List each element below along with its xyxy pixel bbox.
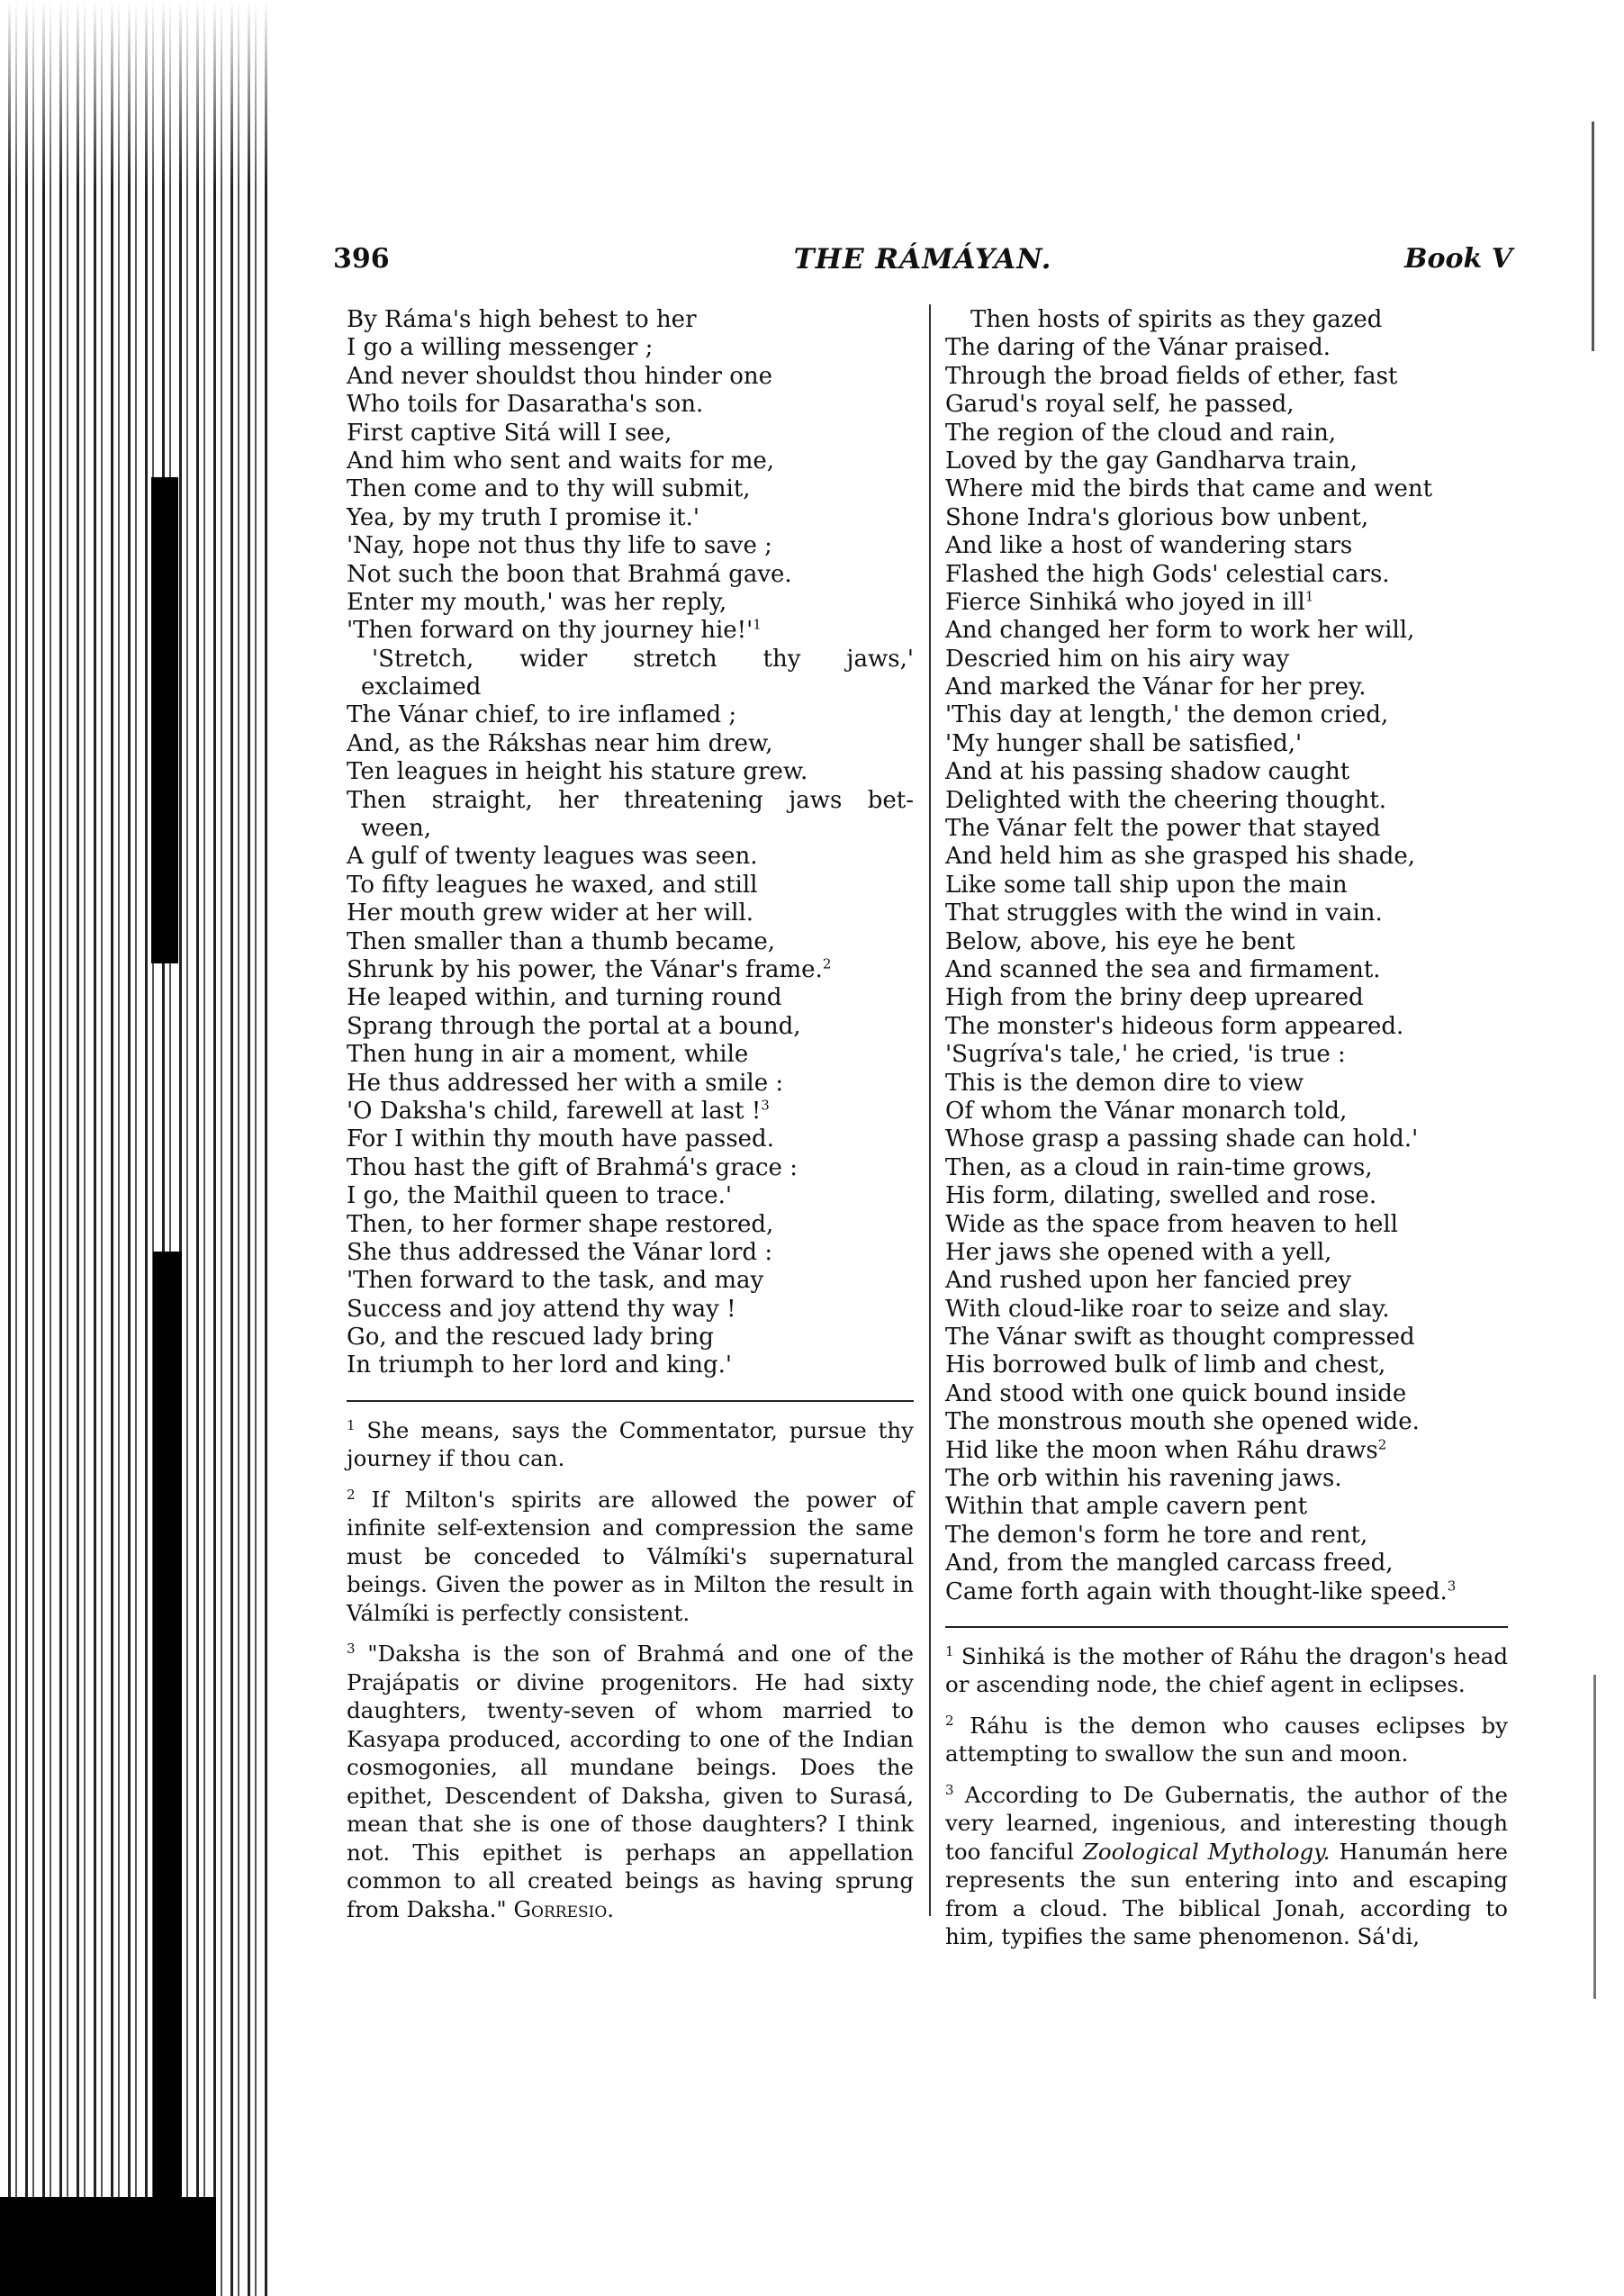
verse-line: Then hung in air a moment, while (347, 1041, 749, 1069)
verse-line: This is the demon dire to view (945, 1069, 1304, 1097)
running-header (333, 243, 1512, 279)
verse-line: The region of the cloud and rain, (945, 419, 1337, 447)
verse-line (945, 589, 1508, 617)
verse-line: The Vánar felt the power that stayed (945, 815, 1381, 843)
footnote-rule (347, 1400, 914, 1402)
verse-line: Loved by the gay Gandharva train, (945, 447, 1358, 475)
verse-line (945, 1437, 1508, 1465)
footnote-text: Ráhu is the demon who causes eclipses by attempting to swallow the sun and moon. (945, 1712, 1508, 1767)
footnote-ref: 1 (753, 616, 762, 633)
verse-line: He leaped within, and turning round (347, 984, 782, 1012)
verse-line: 'This day at length,' the demon cried, (945, 701, 1389, 729)
verse-line: And at his passing shadow caught (945, 758, 1350, 786)
right-margin-mark (1593, 1675, 1596, 1999)
verse-line: ween, (361, 815, 432, 843)
verse-line: I go a willing messenger ; (347, 334, 654, 362)
footnote-ref: 2 (822, 955, 832, 972)
footnote (945, 1781, 1508, 1951)
verse-line: Thou hast the gift of Brahmá's grace : (347, 1153, 798, 1181)
verse-line: Of whom the Vánar monarch told, (945, 1097, 1348, 1125)
verse-line (347, 617, 914, 645)
footnote (347, 1486, 914, 1628)
verse-line: To fifty leagues he waxed, and still (347, 871, 758, 899)
verse-line: With cloud-like roar to seize and slay. (945, 1295, 1390, 1323)
verse-text: Shrunk by his power, the Vánar's frame. (347, 955, 823, 983)
verse-line: And, as the Rákshas near him drew, (347, 729, 773, 757)
footnote-source: Gorresio. (513, 1895, 615, 1922)
verse-line: She thus addressed the Vánar lord : (347, 1238, 773, 1266)
verse-block (945, 306, 1508, 1606)
verse-line: High from the briny deep upreared (945, 984, 1364, 1012)
verse-line: Her jaws she opened with a yell, (945, 1238, 1332, 1266)
verse-text: Came forth again with thought-like speed. (945, 1577, 1448, 1605)
verse-line: Success and joy attend thy way ! (347, 1295, 736, 1323)
verse-line: 'Then forward to the task, and may (347, 1267, 764, 1295)
verse-line: Then hosts of spirits as they gazed (970, 306, 1383, 333)
verse-line: Wide as the space from heaven to hell (945, 1210, 1399, 1238)
verse-line: Garud's royal self, he passed, (945, 391, 1295, 419)
footnote-text: Hanumán here represents the sun entering into and escaping from a cloud. The biblical Jonah, according to him, typifies the same phenomenon. Sá'di, (945, 1838, 1508, 1950)
verse-line: Then, to her former shape restored, (347, 1210, 774, 1238)
verse-line: And held him as she grasped his shade, (945, 843, 1416, 871)
page-edge-fade (0, 0, 270, 189)
verse-line (945, 1578, 1508, 1606)
verse-line: And rushed upon her fancied prey (945, 1267, 1352, 1295)
verse-line: His borrowed bulk of limb and chest, (945, 1351, 1386, 1379)
verse-line: And scanned the sea and firmament. (945, 955, 1381, 983)
verse-line: exclaimed (361, 673, 482, 701)
verse-line: Within that ample cavern pent (945, 1493, 1308, 1521)
footnote-text: Sinhiká is the mother of Ráhu the dragon's head or ascending node, the chief agent in eclipses. (945, 1642, 1508, 1698)
verse-line: Then smaller than a thumb became, (347, 927, 776, 955)
footnote (347, 1416, 914, 1473)
verse-line: Sprang through the portal at a bound, (347, 1012, 801, 1040)
running-title: THE RÁMÁYAN. (793, 243, 1052, 276)
verse-line: Enter my mouth,' was her reply, (347, 588, 727, 616)
footnote-ref: 3 (1447, 1577, 1457, 1594)
book-title: Zoological Mythology. (1082, 1838, 1331, 1865)
footnote-mark: 3 (945, 1781, 954, 1798)
verse-line: Her mouth grew wider at her will. (347, 899, 754, 927)
footnote-mark: 2 (945, 1712, 954, 1729)
verse-line: And changed her form to work her will, (945, 617, 1415, 645)
right-column (945, 306, 1508, 1964)
verse-line: Through the broad fields of ether, fast (945, 362, 1398, 390)
verse-line: I go, the Maithil queen to trace.' (347, 1182, 733, 1210)
footnote-text: According to De Gubernatis, the author of the very learned, ingenious, and interesting though too fanciful (945, 1781, 1508, 1865)
verse-block (347, 306, 914, 1380)
verse-line: Like some tall ship upon the main (945, 871, 1348, 899)
verse-line: And never shouldst thou hinder one (347, 362, 773, 390)
verse-line: The Vánar chief, to ire inflamed ; (347, 701, 737, 729)
verse-line: Then come and to thy will submit, (347, 475, 751, 503)
verse-text: 'O Daksha's child, farewell at last ! (347, 1097, 762, 1125)
footnote-mark: 2 (347, 1486, 356, 1503)
page-edge-scan (0, 0, 270, 2296)
verse-line (347, 1098, 914, 1125)
column-divider (929, 304, 931, 1916)
verse-line: Who toils for Dasaratha's son. (347, 391, 704, 419)
verse-line: His form, dilating, swelled and rose. (945, 1182, 1377, 1210)
verse-line: And marked the Vánar for her prey. (945, 673, 1367, 701)
verse-text: 'Then forward on thy journey hie!' (347, 617, 753, 645)
verse-line: A gulf of twenty leagues was seen. (347, 843, 758, 871)
verse-line: Whose grasp a passing shade can hold.' (945, 1125, 1419, 1153)
verse-line: For I within thy mouth have passed. (347, 1125, 774, 1153)
page-edge-dark-band (153, 1252, 182, 2287)
page-edge-dark-band (151, 477, 178, 963)
footnote-rule (945, 1626, 1508, 1628)
verse-line: The daring of the Vánar praised. (945, 334, 1331, 362)
page-number: 396 (333, 243, 390, 275)
footnote-ref: 1 (1304, 588, 1314, 605)
verse-line: 'My hunger shall be satisfied,' (945, 729, 1303, 757)
verse-line: Flashed the high Gods' celestial cars. (945, 560, 1390, 588)
verse-line: Shone Indra's glorious bow unbent, (945, 503, 1369, 531)
verse-line: And, from the mangled carcass freed, (945, 1550, 1394, 1577)
verse-line: The monstrous mouth she opened wide. (945, 1408, 1420, 1436)
verse-line: Delighted with the cheering thought. (945, 786, 1387, 814)
verse-line: Where mid the birds that came and went (945, 475, 1433, 503)
verse-line: First captive Sitá will I see, (347, 419, 672, 447)
verse-line: Not such the boon that Brahmá gave. (347, 560, 792, 588)
verse-line: In triumph to her lord and king.' (347, 1351, 733, 1379)
verse-line: That struggles with the wind in vain. (945, 899, 1383, 927)
verse-text: Fierce Sinhiká who joyed in ill (945, 588, 1305, 616)
verse-line: And him who sent and waits for me, (347, 447, 775, 475)
left-column (347, 306, 914, 1936)
verse-line: Ten leagues in height his stature grew. (347, 758, 808, 786)
verse-line: The Vánar swift as thought compressed (945, 1324, 1415, 1351)
verse-line: The monster's hideous form appeared. (945, 1012, 1404, 1040)
verse-line: The orb within his ravening jaws. (945, 1465, 1342, 1493)
verse-line: Below, above, his eye he bent (945, 927, 1295, 955)
verse-text: Hid like the moon when Ráhu draws (945, 1436, 1378, 1464)
verse-line: Yea, by my truth I promise it.' (347, 503, 700, 531)
footnote-text: She means, says the Commentator, pursue thy journey if thou can. (347, 1416, 914, 1472)
verse-line: He thus addressed her with a smile : (347, 1069, 784, 1097)
footnote-mark: 1 (945, 1642, 954, 1659)
verse-line: 'Stretch, wider stretch thy jaws,' (372, 645, 914, 673)
verse-line: Descried him on his airy way (945, 645, 1290, 673)
book-label: Book V (1404, 243, 1512, 275)
verse-line (347, 956, 914, 984)
footnote-text: "Daksha is the son of Brahmá and one of the Prajápatis or divine progenitors. He had sixty daughters, twenty-seven of whom married to Kasyapa produced, according to one of the Indian cosmogonies, all mundane beings. Does the epithet, Descendent of Daksha, given to Surasá, mean that she is one of those daughters? I think not. This epithet is perhaps an appellation common to all created beings as having sprung from Daksha." (347, 1641, 914, 1922)
verse-line: 'Sugríva's tale,' he cried, 'is true : (945, 1041, 1346, 1069)
verse-line: 'Nay, hope not thus thy life to save ; (347, 532, 772, 560)
footnote (945, 1712, 1508, 1768)
footnote-mark: 1 (347, 1416, 356, 1433)
footnote-ref: 2 (1377, 1435, 1387, 1452)
right-margin-mark (1592, 122, 1594, 351)
verse-line: The demon's form he tore and rent, (945, 1521, 1368, 1549)
footnote-text: If Milton's spirits are allowed the power of infinite self-extension and compression the same must be conceded to Válmíki's supernatural beings. Given the power as in Milton the result in Válmíki is perfectly consistent. (347, 1486, 914, 1626)
footnote (347, 1640, 914, 1923)
page-edge-dark-band (0, 2197, 216, 2296)
verse-line: And stood with one quick bound inside (945, 1379, 1407, 1407)
verse-line: And like a host of wandering stars (945, 532, 1353, 560)
verse-line: Go, and the rescued lady bring (347, 1324, 714, 1351)
verse-line: By Ráma's high behest to her (347, 306, 697, 333)
footnote (945, 1642, 1508, 1699)
verse-line: Then, as a cloud in rain-time grows, (945, 1153, 1373, 1181)
verse-line: Then straight, her threatening jaws bet- (347, 786, 914, 814)
footnote-mark: 3 (347, 1641, 356, 1658)
footnote-ref: 3 (761, 1097, 770, 1114)
